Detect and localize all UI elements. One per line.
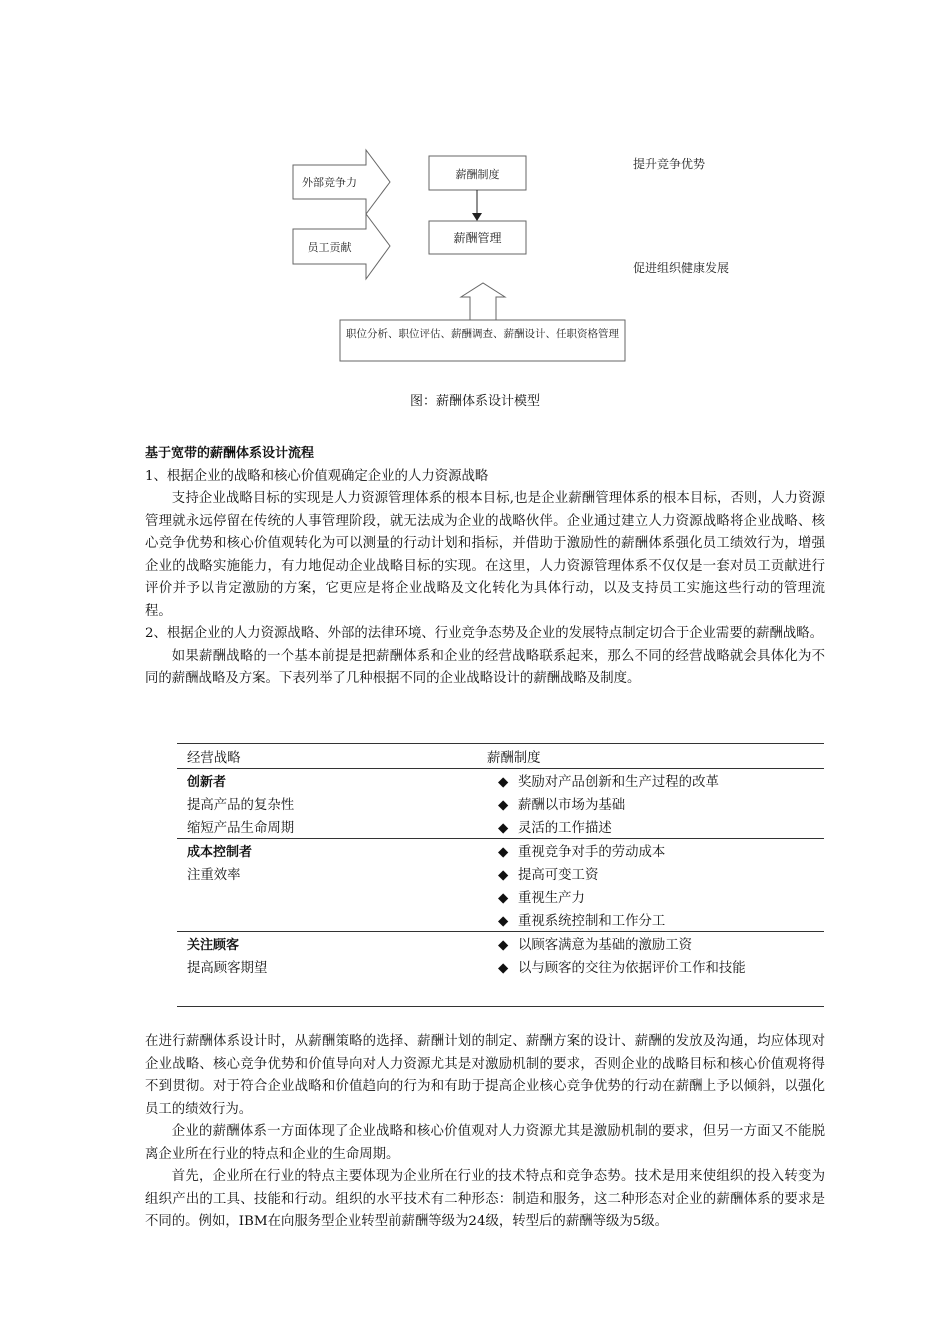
strategy-item: 注重效率 [187,868,241,883]
group-name-innovator: 创新者 [177,769,412,793]
system-item: 奖励对产品创新和生产过程的改革 [518,775,719,790]
paragraph-2: 如果薪酬战略的一个基本前提是把薪酬体系和企业的经营战略联系起来，那么不同的经营战略就会具体化为不同的薪酬战略及方案。下表列举了几种根据不同的企业战略设计的薪酬战略及制度。 [145,648,825,686]
table-row [177,885,824,908]
section-heading: 基于宽带的薪酬体系设计流程 [145,446,315,461]
system-item: 薪酬以市场为基础 [518,798,626,813]
salary-system-label: 薪酬制度 [455,168,500,181]
table-row [177,862,824,885]
section-top [145,443,825,691]
step-2: 2、根据企业的人力资源战略、外部的法律环境、行业竞争态势及企业的发展特点制定切合于企业需要的薪酬战略。 [145,626,824,641]
connector-arrowhead [472,213,482,221]
paragraph-1: 支持企业战略目标的实现是人力资源管理体系的根本目标,也是企业薪酬管理体系的根本目标，否则，人力资源管理就永远停留在传统的人事管理阶段，就无法成为企业的战略伙伴。企业通过建立人力资源战略将企业战略、核心竞争优势和核心价值观转化为可以测量的行动计划和指标，并借助于激励性的薪酬体系强化员工绩效行为，增强企业的战略实施能力，有力地促动企业战略目标的实现。在这里，人力资源管理体系不仅仅是一套对员工贡献进行评价并予以肯定激励的方案，它更应是将企业战略及文化转化为具体行动，以及支持员工实施这些行动的管理流程。 [145,491,825,619]
figure-caption: 图：薪酬体系设计模型 [409,394,540,409]
table-bottom-rule [177,1006,824,1007]
strategy-item: 提高产品的复杂性 [187,798,295,813]
table-row [177,839,824,863]
salary-model-diagram [0,0,950,380]
table-header-row [177,744,824,769]
section-bottom [145,1031,825,1234]
header-strategy: 经营战略 [177,744,412,769]
side-label-competitive-advantage: 提升竞争优势 [633,157,706,171]
salary-management-label: 薪酬管理 [453,231,502,245]
system-item: 重视系统控制和工作分工 [518,914,666,929]
bullet-icon: ◆ [498,868,509,883]
system-item: 提高可变工资 [518,868,599,883]
group-name-customer-focus: 关注顾客 [177,932,412,956]
system-item: 重视生产力 [518,891,585,906]
system-item: 灵活的工作描述 [518,821,612,836]
table-row [177,792,824,815]
paragraph-5: 首先，企业所在行业的特点主要体现为企业所在行业的技术特点和竞争态势。技术是用来使组织的投入转变为组织产出的工具、技能和行动。组织的水平技术有二种形态：制造和服务，这二种形态对企业的薪酬体系的要求是不同的。例如，IBM在向服务型企业转型前薪酬等级为24级，转型后的薪酬等级为5级。 [145,1169,825,1229]
paragraph-4: 企业的薪酬体系一方面体现了企业战略和核心价值观对人力资源尤其是激励机制的要求，但另一方面又不能脱离企业所在行业的特点和企业的生命周期。 [145,1124,825,1162]
arrow-bottom-label: 员工贡献 [307,241,352,254]
strategy-item [177,885,412,908]
paragraph-3: 在进行薪酬体系设计时，从薪酬策略的选择、薪酬计划的制定、薪酬方案的设计、薪酬的发放及沟通，均应体现对企业战略、核心竞争优势和价值导向对人力资源尤其是对激励机制的要求，否则企业的战略目标和核心价值观将得不到贯彻。对于符合企业战略和价值趋向的行为和有助于提高企业核心竞争优势的行动在薪酬上予以倾斜，以强化员工的绩效行为。 [145,1034,825,1117]
side-label-healthy-development: 促进组织健康发展 [633,261,730,275]
upward-arrow [461,283,505,320]
header-system: 薪酬制度 [412,744,824,769]
step-1: 1、根据企业的战略和核心价值观确定企业的人力资源战略 [145,468,489,484]
table-row [177,769,824,793]
bullet-icon: ◆ [498,961,509,976]
group-name-cost-controller: 成本控制者 [177,839,412,863]
bullet-icon: ◆ [498,845,509,860]
bullet-icon: ◆ [498,798,509,813]
bullet-icon: ◆ [498,891,509,906]
table-row [177,815,824,839]
strategy-table [177,743,824,978]
arrow-top-label: 外部竞争力 [302,176,357,189]
bullet-icon: ◆ [498,938,509,953]
system-item: 重视竞争对手的劳动成本 [518,845,666,860]
table-row [177,908,824,932]
system-item: 以与顾客的交往为依据评价工作和技能 [518,961,746,976]
bullet-icon: ◆ [498,775,509,790]
strategy-item: 缩短产品生命周期 [187,821,295,836]
system-item: 以顾客满意为基础的激励工资 [518,938,693,953]
table-row [177,955,824,978]
table-row [177,932,824,956]
foundation-label: 职位分析、职位评估、薪酬调查、薪酬设计、任职资格管理 [346,328,619,340]
strategy-item [177,908,412,932]
bullet-icon: ◆ [498,821,509,836]
strategy-item: 提高顾客期望 [187,961,268,976]
bullet-icon: ◆ [498,914,509,929]
